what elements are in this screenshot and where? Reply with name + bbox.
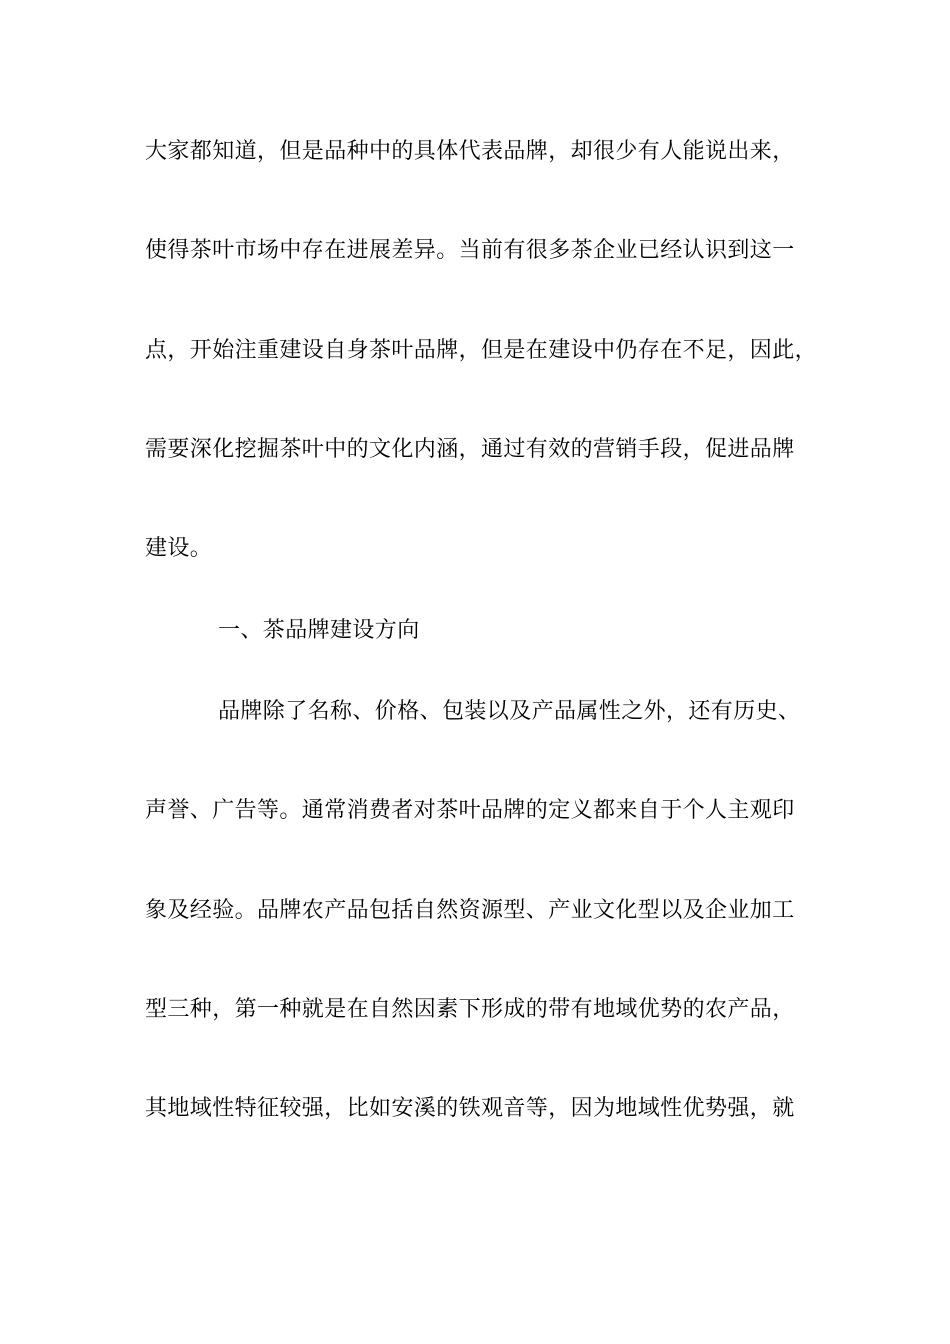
section-heading: 一、茶品牌建设方向: [218, 618, 420, 643]
paragraph-line: 型三种，第一种就是在自然因素下形成的带有地域优势的农产品，: [145, 997, 795, 1022]
paragraph-line: 使得茶叶市场中存在进展差异。当前有很多茶企业已经认识到这一: [145, 238, 795, 263]
paragraph-line: 声誉、广告等。通常消费者对茶叶品牌的定义都来自于个人主观印: [145, 798, 795, 823]
paragraph-line: 品牌除了名称、价格、包装以及产品属性之外，还有历史、: [218, 699, 801, 724]
paragraph-line: 建设。: [145, 536, 213, 561]
paragraph-line: 需要深化挖掘茶叶中的文化内涵，通过有效的营销手段，促进品牌: [145, 437, 795, 462]
paragraph-line: 大家都知道，但是品种中的具体代表品牌，却很少有人能说出来，: [145, 139, 795, 164]
paragraph-line: 点，开始注重建设自身茶叶品牌，但是在建设中仍存在不足，因此，: [145, 338, 818, 363]
paragraph-line: 象及经验。品牌农产品包括自然资源型、产业文化型以及企业加工: [145, 898, 795, 923]
paragraph-line: 其地域性特征较强，比如安溪的铁观音等，因为地域性优势强，就: [145, 1096, 795, 1121]
